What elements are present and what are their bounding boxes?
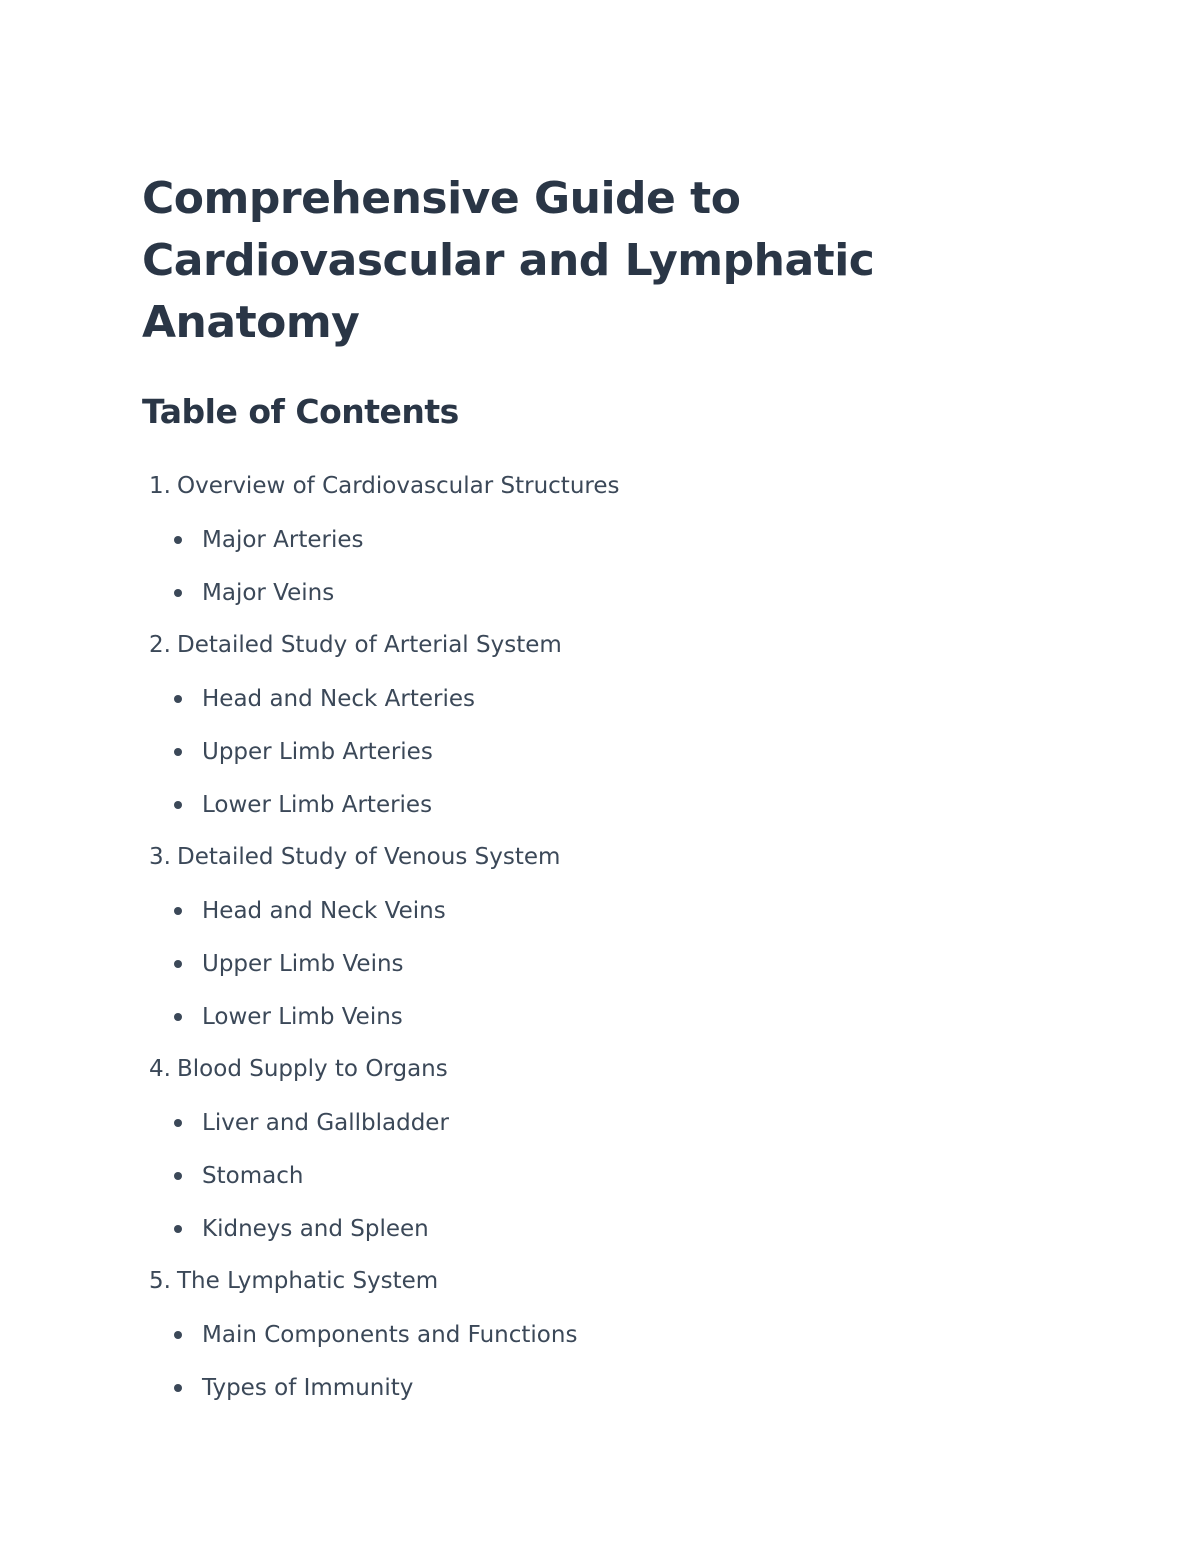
toc-section-label: Detailed Study of Arterial System	[177, 632, 562, 658]
toc-subsection-label: Head and Neck Veins	[202, 897, 446, 924]
toc-section-4	[142, 1043, 1042, 1255]
toc-subsection-label: Lower Limb Arteries	[202, 791, 433, 818]
bullet-icon	[174, 1013, 182, 1021]
toc-subsection-item[interactable]	[142, 884, 1042, 937]
toc-subsection-label: Liver and Gallbladder	[202, 1109, 449, 1136]
bullet-icon	[174, 1119, 182, 1127]
bullet-icon	[174, 1225, 182, 1233]
bullet-icon	[174, 748, 182, 756]
bullet-icon	[174, 695, 182, 703]
toc-subsection-item[interactable]	[142, 937, 1042, 990]
bullet-icon	[174, 801, 182, 809]
toc-subsection-item[interactable]	[142, 725, 1042, 778]
bullet-icon	[174, 1384, 182, 1392]
toc-subsection-item[interactable]	[142, 990, 1042, 1043]
toc-subsection-item[interactable]	[142, 1202, 1042, 1255]
toc-section-number: 5.	[149, 1268, 171, 1294]
toc-subsection-label: Upper Limb Veins	[202, 950, 404, 977]
toc-subsection-label: Major Veins	[202, 579, 335, 606]
toc-subsection-item[interactable]	[142, 1149, 1042, 1202]
toc-subsection-label: Major Arteries	[202, 526, 364, 553]
toc-subsection-item[interactable]	[142, 1096, 1042, 1149]
toc-subsection-item[interactable]	[142, 1308, 1042, 1361]
toc-section-2	[142, 619, 1042, 831]
toc-section-number: 3.	[149, 844, 171, 870]
toc-section-link[interactable]	[142, 619, 1042, 672]
toc-section-number: 4.	[149, 1056, 171, 1082]
toc-subsection-item[interactable]	[142, 513, 1042, 566]
bullet-icon	[174, 907, 182, 915]
toc-subsection-label: Stomach	[202, 1162, 304, 1189]
toc-section-5	[142, 1255, 1042, 1414]
document-page	[142, 168, 1042, 1414]
toc-subsection-label: Lower Limb Veins	[202, 1003, 403, 1030]
bullet-icon	[174, 536, 182, 544]
table-of-contents	[142, 460, 1042, 1414]
toc-section-number: 1.	[149, 473, 171, 499]
toc-subsection-list	[142, 672, 1042, 831]
toc-section-label: The Lymphatic System	[177, 1268, 439, 1294]
toc-subsection-list	[142, 1096, 1042, 1255]
toc-section-link[interactable]	[142, 1255, 1042, 1308]
toc-section-link[interactable]	[142, 831, 1042, 884]
toc-subsection-list	[142, 1308, 1042, 1414]
toc-subsection-label: Head and Neck Arteries	[202, 685, 476, 712]
bullet-icon	[174, 1172, 182, 1180]
toc-heading: Table of Contents	[142, 392, 459, 431]
toc-subsection-item[interactable]	[142, 778, 1042, 831]
toc-section-link[interactable]	[142, 460, 1042, 513]
toc-section-label: Detailed Study of Venous System	[177, 844, 561, 870]
toc-subsection-item[interactable]	[142, 672, 1042, 725]
toc-subsection-label: Types of Immunity	[202, 1374, 414, 1401]
toc-section-label: Blood Supply to Organs	[177, 1056, 448, 1082]
document-title: Comprehensive Guide to Cardiovascular and Lymphatic Anatomy	[142, 173, 875, 348]
bullet-icon	[174, 1331, 182, 1339]
toc-subsection-item[interactable]	[142, 566, 1042, 619]
toc-subsection-list	[142, 513, 1042, 619]
toc-section-link[interactable]	[142, 1043, 1042, 1096]
toc-subsection-list	[142, 884, 1042, 1043]
toc-subsection-label: Upper Limb Arteries	[202, 738, 433, 765]
toc-subsection-label: Main Components and Functions	[202, 1321, 578, 1348]
toc-section-3	[142, 831, 1042, 1043]
toc-section-number: 2.	[149, 632, 171, 658]
toc-subsection-label: Kidneys and Spleen	[202, 1215, 429, 1242]
bullet-icon	[174, 960, 182, 968]
toc-subsection-item[interactable]	[142, 1361, 1042, 1414]
toc-section-1	[142, 460, 1042, 619]
bullet-icon	[174, 589, 182, 597]
toc-section-label: Overview of Cardiovascular Structures	[177, 473, 620, 499]
